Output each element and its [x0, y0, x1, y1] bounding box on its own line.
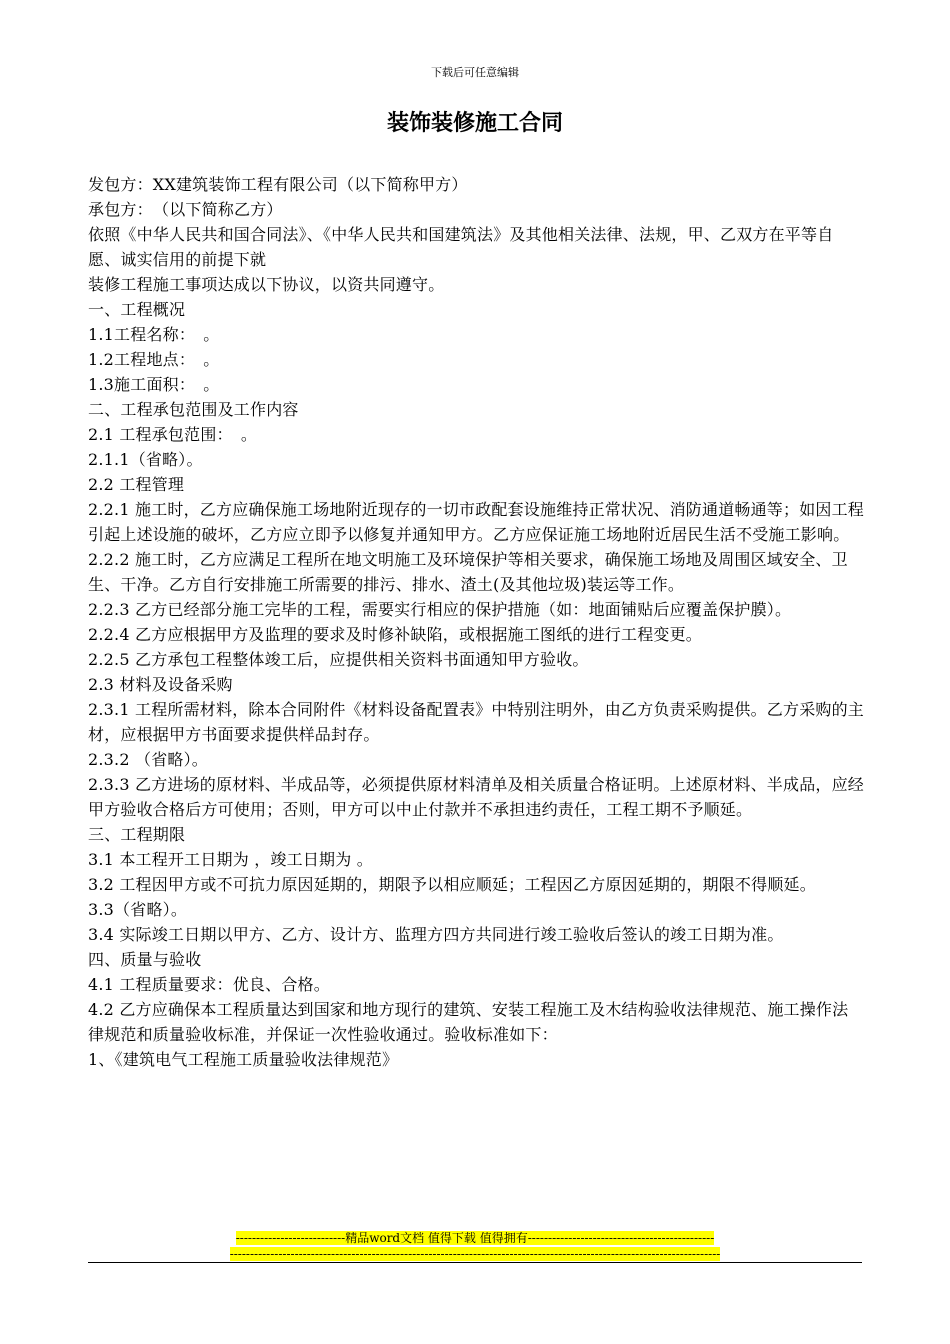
- paragraph: 2.2.2 施工时，乙方应满足工程所在地文明施工及环境保护等相关要求，确保施工场地及周围区域安全、卫生、干净。乙方自行安排施工所需要的排污、排水、渣土(及其他垃圾)装运等工作。: [88, 550, 848, 594]
- paragraph: 发包方：XX建筑装饰工程有限公司（以下简称甲方）: [88, 175, 468, 194]
- paragraph: 二、工程承包范围及工作内容: [88, 400, 299, 419]
- footer-divider: [88, 1262, 862, 1263]
- paragraph: 4.2 乙方应确保本工程质量达到国家和地方现行的建筑、安装工程施工及木结构验收法律规范、施工操作法律规范和质量验收标准，并保证一次性验收通过。验收标准如下：: [88, 1000, 849, 1044]
- paragraph: 2.2.3 乙方已经部分施工完毕的工程，需要实行相应的保护措施（如：地面铺贴后应覆盖保护膜）。: [88, 600, 792, 619]
- paragraph: 3.3（省略）。: [88, 900, 188, 919]
- paragraph: 三、工程期限: [88, 825, 186, 844]
- paragraph: 3.4 实际竣工日期以甲方、乙方、设计方、监理方四方共同进行竣工验收后签认的竣工日期为准。: [88, 925, 784, 944]
- paragraph: 1.2工程地点： 。: [88, 350, 220, 369]
- paragraph: 2.3.1 工程所需材料，除本合同附件《材料设备配置表》中特别注明外，由乙方负责采购提供。乙方采购的主材，应根据甲方书面要求提供样品封存。: [88, 700, 864, 744]
- paragraph: 2.3 材料及设备采购: [88, 675, 233, 694]
- footer-banner-line-1: ---------------------------精品word文档 值得下载 值得拥有----------------------------------------------: [235, 1231, 715, 1245]
- paragraph: 1、《建筑电气工程施工质量验收法律规范》: [88, 1050, 399, 1069]
- paragraph: 2.2.1 施工时，乙方应确保施工场地附近现存的一切市政配套设施维持正常状况、消防通道畅通等；如因工程引起上述设施的破坏，乙方应立即予以修复并通知甲方。乙方应保证施工场地附近居民生活不受施工影响。: [88, 500, 864, 544]
- paragraph: 2.3.2 （省略）。: [88, 750, 208, 769]
- paragraph: 1.3施工面积： 。: [88, 375, 220, 394]
- paragraph: 2.2.5 乙方承包工程整体竣工后，应提供相关资料书面通知甲方验收。: [88, 650, 589, 669]
- paragraph: 2.3.3 乙方进场的原材料、半成品等，必须提供原材料清单及相关质量合格证明。上述原材料、半成品，应经甲方验收合格后方可使用；否则，甲方可以中止付款并不承担违约责任，工程工期不予顺延。: [88, 775, 864, 819]
- paragraph: 四、质量与验收: [88, 950, 202, 969]
- paragraph: 2.1.1（省略）。: [88, 450, 203, 469]
- paragraph: 2.2 工程管理: [88, 475, 185, 494]
- paragraph: 3.1 本工程开工日期为 ，竣工日期为 。: [88, 850, 373, 869]
- contract-body: [88, 172, 864, 1072]
- paragraph: 装修工程施工事项达成以下协议，以资共同遵守。: [88, 275, 445, 294]
- footer-banner: [0, 1230, 950, 1262]
- paragraph: 一、工程概况: [88, 300, 186, 319]
- paragraph: 2.1 工程承包范围： 。: [88, 425, 258, 444]
- document-title: 装饰装修施工合同: [386, 110, 563, 136]
- paragraph: 3.2 工程因甲方或不可抗力原因延期的，期限予以相应顺延；工程因乙方原因延期的，期限不得顺延。: [88, 875, 816, 894]
- paragraph: 依照《中华人民共和国合同法》、《中华人民共和国建筑法》及其他相关法律、法规，甲、乙双方在平等自愿、诚实信用的前提下就: [88, 225, 834, 269]
- footer-banner-line-2: -------------------------------------------------------------------------------------------------------------------------: [229, 1247, 721, 1261]
- paragraph: 1.1工程名称： 。: [88, 325, 220, 344]
- paragraph: 承包方： （以下简称乙方）: [88, 200, 283, 219]
- header-note: 下载后可任意编辑: [431, 66, 519, 79]
- paragraph: 4.1 工程质量要求：优良、合格。: [88, 975, 330, 994]
- paragraph: 2.2.4 乙方应根据甲方及监理的要求及时修补缺陷，或根据施工图纸的进行工程变更。: [88, 625, 702, 644]
